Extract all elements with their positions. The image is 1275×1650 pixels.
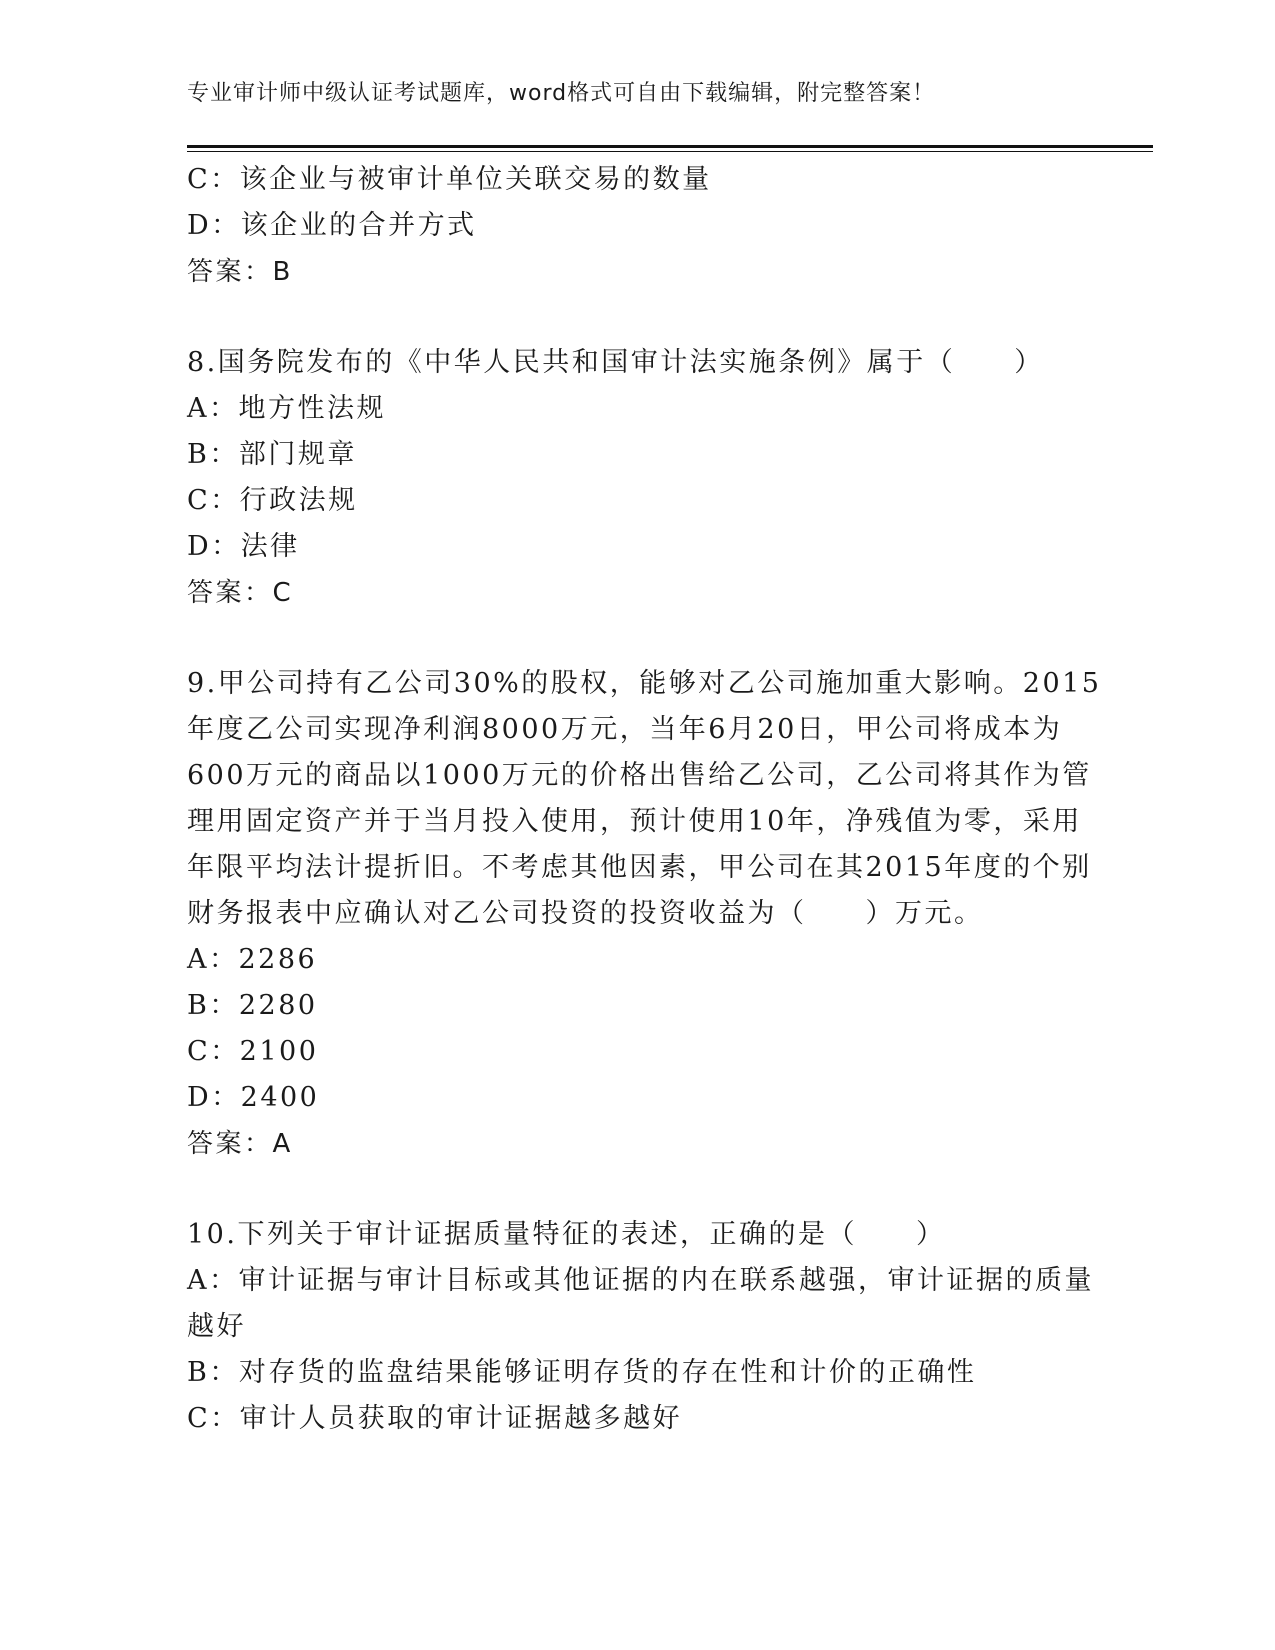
- q8-option-a: A：地方性法规: [187, 393, 386, 424]
- document-body: [187, 157, 1102, 1442]
- q9-option-c: C：2100: [187, 1036, 319, 1067]
- q9-question-line: 财务报表中应确认对乙公司投资的投资收益为（ ）万元。: [187, 898, 984, 929]
- q10-option-a-line: A：审计证据与审计目标或其他证据的内在联系越强，审计证据的质量: [187, 1265, 1094, 1296]
- question-9: [187, 661, 1102, 1167]
- page-header: 专业审计师中级认证考试题库，word格式可自由下载编辑，附完整答案！: [187, 81, 936, 106]
- q9-answer: 答案：A: [187, 1129, 293, 1159]
- spacer: [187, 1167, 1087, 1212]
- q8-option-b: B：部门规章: [187, 439, 357, 470]
- q8-option-d: D：法律: [187, 531, 300, 562]
- spacer: [187, 295, 1087, 340]
- q8-question: 8.国务院发布的《中华人民共和国审计法实施条例》属于（ ）: [187, 347, 1044, 378]
- q9-question-line: 年度乙公司实现净利润8000万元，当年6月20日，甲公司将成本为: [187, 714, 1063, 745]
- q9-question-line: 年限平均法计提折旧。不考虑其他因素，甲公司在其2015年度的个别: [187, 852, 1092, 883]
- q9-option-d: D：2400: [187, 1082, 320, 1113]
- q8-option-c: C：行政法规: [187, 485, 358, 516]
- question-10: [187, 1212, 1094, 1442]
- q10-option-a-line: 越好: [187, 1311, 246, 1342]
- q7-option-c: C：该企业与被审计单位关联交易的数量: [187, 164, 712, 195]
- q7-option-d: D：该企业的合并方式: [187, 210, 477, 241]
- q9-question-line: 600万元的商品以1000万元的价格出售给乙公司，乙公司将其作为管: [187, 760, 1092, 791]
- q9-question-line: 理用固定资产并于当月投入使用，预计使用10年，净残值为零，采用: [187, 806, 1082, 837]
- spacer: [187, 616, 1087, 661]
- q9-option-a: A：2286: [187, 944, 318, 975]
- q10-question: 10.下列关于审计证据质量特征的表述，正确的是（ ）: [187, 1219, 946, 1250]
- q10-option-c: C：审计人员获取的审计证据越多越好: [187, 1403, 683, 1434]
- q10-option-b: B：对存货的监盘结果能够证明存货的存在性和计价的正确性: [187, 1357, 977, 1388]
- q8-answer: 答案：C: [187, 578, 294, 608]
- header-rule-thin: [187, 151, 1153, 152]
- question-8: [187, 340, 1087, 616]
- header-rule-thick: [187, 145, 1153, 148]
- q7-answer: 答案：B: [187, 257, 293, 287]
- question-7: [187, 157, 1087, 295]
- q9-question-line: 9.甲公司持有乙公司30%的股权，能够对乙公司施加重大影响。2015: [187, 668, 1102, 699]
- q9-option-b: B：2280: [187, 990, 318, 1021]
